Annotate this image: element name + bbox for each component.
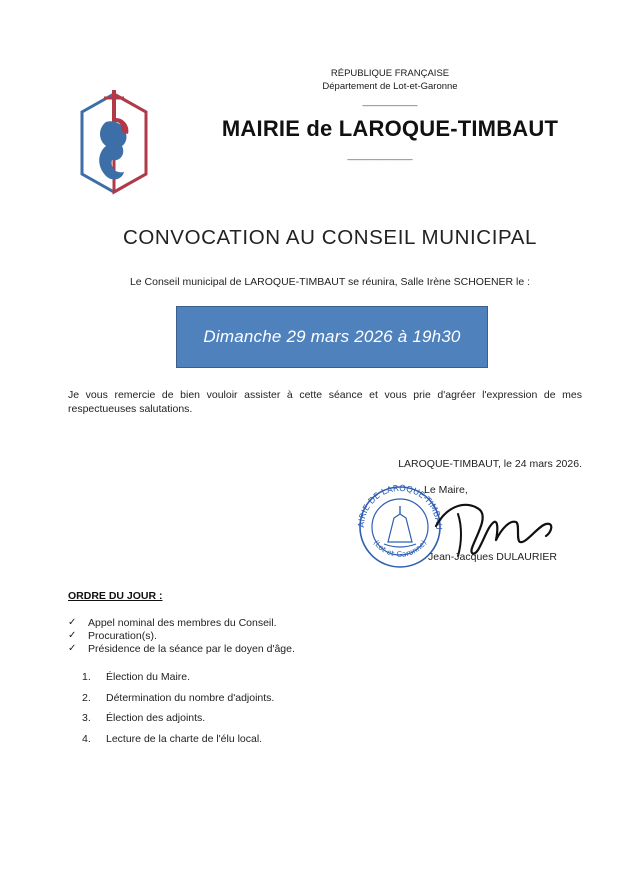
checkmark-icon: ✓ <box>68 617 77 628</box>
closing-paragraph: Je vous remercie de bien vouloir assister à cette séance et vous prie d'agréer l'expression de mes respectueuses salutations. <box>68 389 582 415</box>
mairie-title: MAIRIE de LAROQUE-TIMBAUT <box>221 116 559 141</box>
republique-label: RÉPUBLIQUE FRANÇAISE <box>330 68 450 79</box>
agenda-check-text: Présidence de la séance par le doyen d'âge. <box>88 643 295 655</box>
agenda-number: 3. <box>82 712 91 724</box>
checkmark-icon: ✓ <box>68 630 77 641</box>
separator-bottom: _____________ <box>347 150 413 160</box>
agenda-check-item <box>68 643 295 655</box>
agenda-numbered-text: Détermination du nombre d'adjoints. <box>106 692 275 704</box>
agenda-check-text: Appel nominal des membres du Conseil. <box>88 617 277 629</box>
meeting-date: Dimanche 29 mars 2026 à 19h30 <box>203 327 461 346</box>
agenda-numbered-item <box>82 733 262 745</box>
agenda-title: ORDRE DU JOUR : <box>68 590 163 602</box>
agenda-check-item <box>68 630 157 642</box>
departement-label: Département de Lot-et-Garonne <box>322 81 458 92</box>
agenda-numbered-item <box>82 712 205 724</box>
municipal-logo <box>76 88 152 200</box>
agenda-numbered-item <box>82 671 190 683</box>
agenda-numbered-text: Lecture de la charte de l'élu local. <box>106 733 263 745</box>
stamp-text-bottom: (Lot-et-Garonne) <box>371 538 429 559</box>
agenda-numbered-text: Élection du Maire. <box>106 671 191 683</box>
agenda-number: 2. <box>82 692 91 704</box>
agenda-numbered-text: Élection des adjoints. <box>106 712 206 724</box>
stamp-text-top: AIRIE DE LAROQUE-TIMBAU <box>356 484 444 530</box>
convocation-intro: Le Conseil municipal de LAROQUE-TIMBAUT se réunira, Salle Irène SCHOENER le : <box>129 276 531 288</box>
place-date: LAROQUE-TIMBAUT, le 24 mars 2026. <box>398 458 582 470</box>
mayor-role: Le Maire, <box>424 484 468 496</box>
convocation-title: CONVOCATION AU CONSEIL MUNICIPAL <box>122 226 538 249</box>
agenda-check-item <box>68 617 277 629</box>
meeting-date-box <box>176 306 488 368</box>
agenda-number: 4. <box>82 733 91 745</box>
checkmark-icon: ✓ <box>68 643 77 654</box>
separator-top: ___________ <box>362 96 418 106</box>
mayor-name: Jean-Jacques DULAURIER <box>428 551 557 563</box>
agenda-numbered-item <box>82 692 274 704</box>
agenda-number: 1. <box>82 671 91 683</box>
agenda-check-text: Procuration(s). <box>88 630 157 642</box>
